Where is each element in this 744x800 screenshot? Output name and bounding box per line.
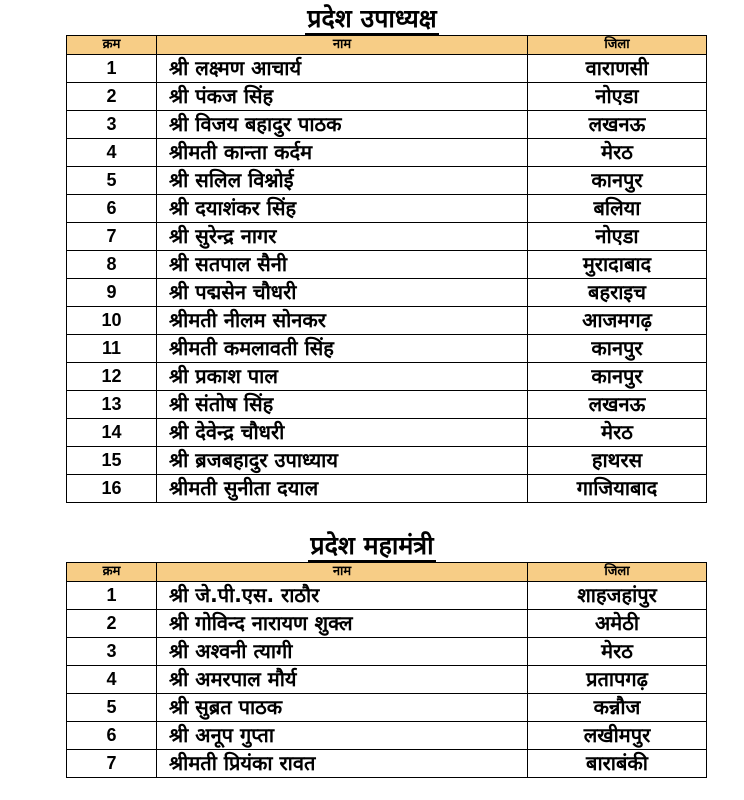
name-cell: श्री जे.पी.एस. राठौर bbox=[157, 582, 528, 610]
district-cell: मेरठ bbox=[528, 638, 707, 666]
district-cell: नोएडा bbox=[528, 83, 707, 111]
table-row bbox=[67, 447, 707, 475]
serial-number-cell: 3 bbox=[67, 111, 157, 139]
table-row bbox=[67, 167, 707, 195]
name-cell: श्री संतोष सिंह bbox=[157, 391, 528, 419]
name-cell: श्रीमती प्रियंका रावत bbox=[157, 750, 528, 778]
name-cell: श्री अश्वनी त्यागी bbox=[157, 638, 528, 666]
district-cell: शाहजहांपुर bbox=[528, 582, 707, 610]
serial-number-cell: 13 bbox=[67, 391, 157, 419]
district-cell: मेरठ bbox=[528, 419, 707, 447]
district-cell: कानपुर bbox=[528, 167, 707, 195]
name-cell: श्री पंकज सिंह bbox=[157, 83, 528, 111]
district-cell: लखनऊ bbox=[528, 391, 707, 419]
serial-number-cell: 6 bbox=[67, 722, 157, 750]
district-cell: बलिया bbox=[528, 195, 707, 223]
name-cell: श्री ब्रजबहादुर उपाध्याय bbox=[157, 447, 528, 475]
table-row bbox=[67, 111, 707, 139]
serial-number-cell: 2 bbox=[67, 610, 157, 638]
table-header-row bbox=[67, 36, 707, 55]
table-row bbox=[67, 139, 707, 167]
name-cell: श्री देवेन्द्र चौधरी bbox=[157, 419, 528, 447]
general-secretaries-table bbox=[66, 562, 707, 778]
name-cell: श्रीमती नीलम सोनकर bbox=[157, 307, 528, 335]
section-title-vice-presidents: प्रदेश उपाध्यक्ष bbox=[307, 4, 437, 33]
name-cell: श्रीमती कान्ता कर्दम bbox=[157, 139, 528, 167]
serial-number-cell: 10 bbox=[67, 307, 157, 335]
serial-number-cell: 14 bbox=[67, 419, 157, 447]
serial-number-cell: 7 bbox=[67, 223, 157, 251]
name-cell: श्री विजय बहादुर पाठक bbox=[157, 111, 528, 139]
serial-number-cell: 1 bbox=[67, 55, 157, 83]
serial-number-cell: 11 bbox=[67, 335, 157, 363]
name-cell: श्री अनूप गुप्ता bbox=[157, 722, 528, 750]
table-row bbox=[67, 419, 707, 447]
district-cell: लखीमपुर bbox=[528, 722, 707, 750]
header-serial: क्रम bbox=[67, 36, 157, 55]
district-cell: कानपुर bbox=[528, 335, 707, 363]
district-cell: कानपुर bbox=[528, 363, 707, 391]
serial-number-cell: 16 bbox=[67, 475, 157, 503]
serial-number-cell: 1 bbox=[67, 582, 157, 610]
serial-number-cell: 8 bbox=[67, 251, 157, 279]
table-row bbox=[67, 279, 707, 307]
serial-number-cell: 3 bbox=[67, 638, 157, 666]
serial-number-cell: 4 bbox=[67, 666, 157, 694]
table-row bbox=[67, 251, 707, 279]
name-cell: श्री सुरेन्द्र नागर bbox=[157, 223, 528, 251]
table-row bbox=[67, 307, 707, 335]
name-cell: श्री प्रकाश पाल bbox=[157, 363, 528, 391]
district-cell: बहराइच bbox=[528, 279, 707, 307]
table-row bbox=[67, 195, 707, 223]
name-cell: श्री सतपाल सैनी bbox=[157, 251, 528, 279]
vice-presidents-table bbox=[66, 35, 707, 503]
district-cell: लखनऊ bbox=[528, 111, 707, 139]
serial-number-cell: 12 bbox=[67, 363, 157, 391]
name-cell: श्री लक्ष्मण आचार्य bbox=[157, 55, 528, 83]
table-row bbox=[67, 363, 707, 391]
table-row bbox=[67, 335, 707, 363]
header-serial: क्रम bbox=[67, 563, 157, 582]
district-cell: मेरठ bbox=[528, 139, 707, 167]
serial-number-cell: 5 bbox=[67, 167, 157, 195]
header-district: जिला bbox=[528, 36, 707, 55]
district-cell: गाजियाबाद bbox=[528, 475, 707, 503]
district-cell: हाथरस bbox=[528, 447, 707, 475]
table-row bbox=[67, 83, 707, 111]
table-row bbox=[67, 694, 707, 722]
serial-number-cell: 15 bbox=[67, 447, 157, 475]
district-cell: मुरादाबाद bbox=[528, 251, 707, 279]
table-row bbox=[67, 55, 707, 83]
district-cell: आजमगढ़ bbox=[528, 307, 707, 335]
name-cell: श्री दयाशंकर सिंह bbox=[157, 195, 528, 223]
header-name: नाम bbox=[157, 563, 528, 582]
name-cell: श्री सुब्रत पाठक bbox=[157, 694, 528, 722]
table-row bbox=[67, 638, 707, 666]
name-cell: श्री सलिल विश्नोई bbox=[157, 167, 528, 195]
table-row bbox=[67, 610, 707, 638]
district-cell: बाराबंकी bbox=[528, 750, 707, 778]
general-secretaries-rows bbox=[67, 582, 707, 778]
table-row bbox=[67, 666, 707, 694]
district-cell: वाराणसी bbox=[528, 55, 707, 83]
name-cell: श्रीमती सुनीता दयाल bbox=[157, 475, 528, 503]
name-cell: श्री पद्मसेन चौधरी bbox=[157, 279, 528, 307]
table-row bbox=[67, 475, 707, 503]
district-cell: कन्नौज bbox=[528, 694, 707, 722]
table-row bbox=[67, 582, 707, 610]
name-cell: श्री अमरपाल मौर्य bbox=[157, 666, 528, 694]
table-row bbox=[67, 750, 707, 778]
table-row bbox=[67, 223, 707, 251]
table-row bbox=[67, 722, 707, 750]
table-header-row bbox=[67, 563, 707, 582]
serial-number-cell: 2 bbox=[67, 83, 157, 111]
section-title-general-secretaries: प्रदेश महामंत्री bbox=[310, 531, 434, 560]
name-cell: श्री गोविन्द नारायण शुक्ल bbox=[157, 610, 528, 638]
serial-number-cell: 7 bbox=[67, 750, 157, 778]
serial-number-cell: 4 bbox=[67, 139, 157, 167]
district-cell: प्रतापगढ़ bbox=[528, 666, 707, 694]
district-cell: अमेठी bbox=[528, 610, 707, 638]
serial-number-cell: 6 bbox=[67, 195, 157, 223]
serial-number-cell: 5 bbox=[67, 694, 157, 722]
vice-presidents-rows bbox=[67, 55, 707, 503]
table-row bbox=[67, 391, 707, 419]
header-district: जिला bbox=[528, 563, 707, 582]
serial-number-cell: 9 bbox=[67, 279, 157, 307]
district-cell: नोएडा bbox=[528, 223, 707, 251]
name-cell: श्रीमती कमलावती सिंह bbox=[157, 335, 528, 363]
header-name: नाम bbox=[157, 36, 528, 55]
